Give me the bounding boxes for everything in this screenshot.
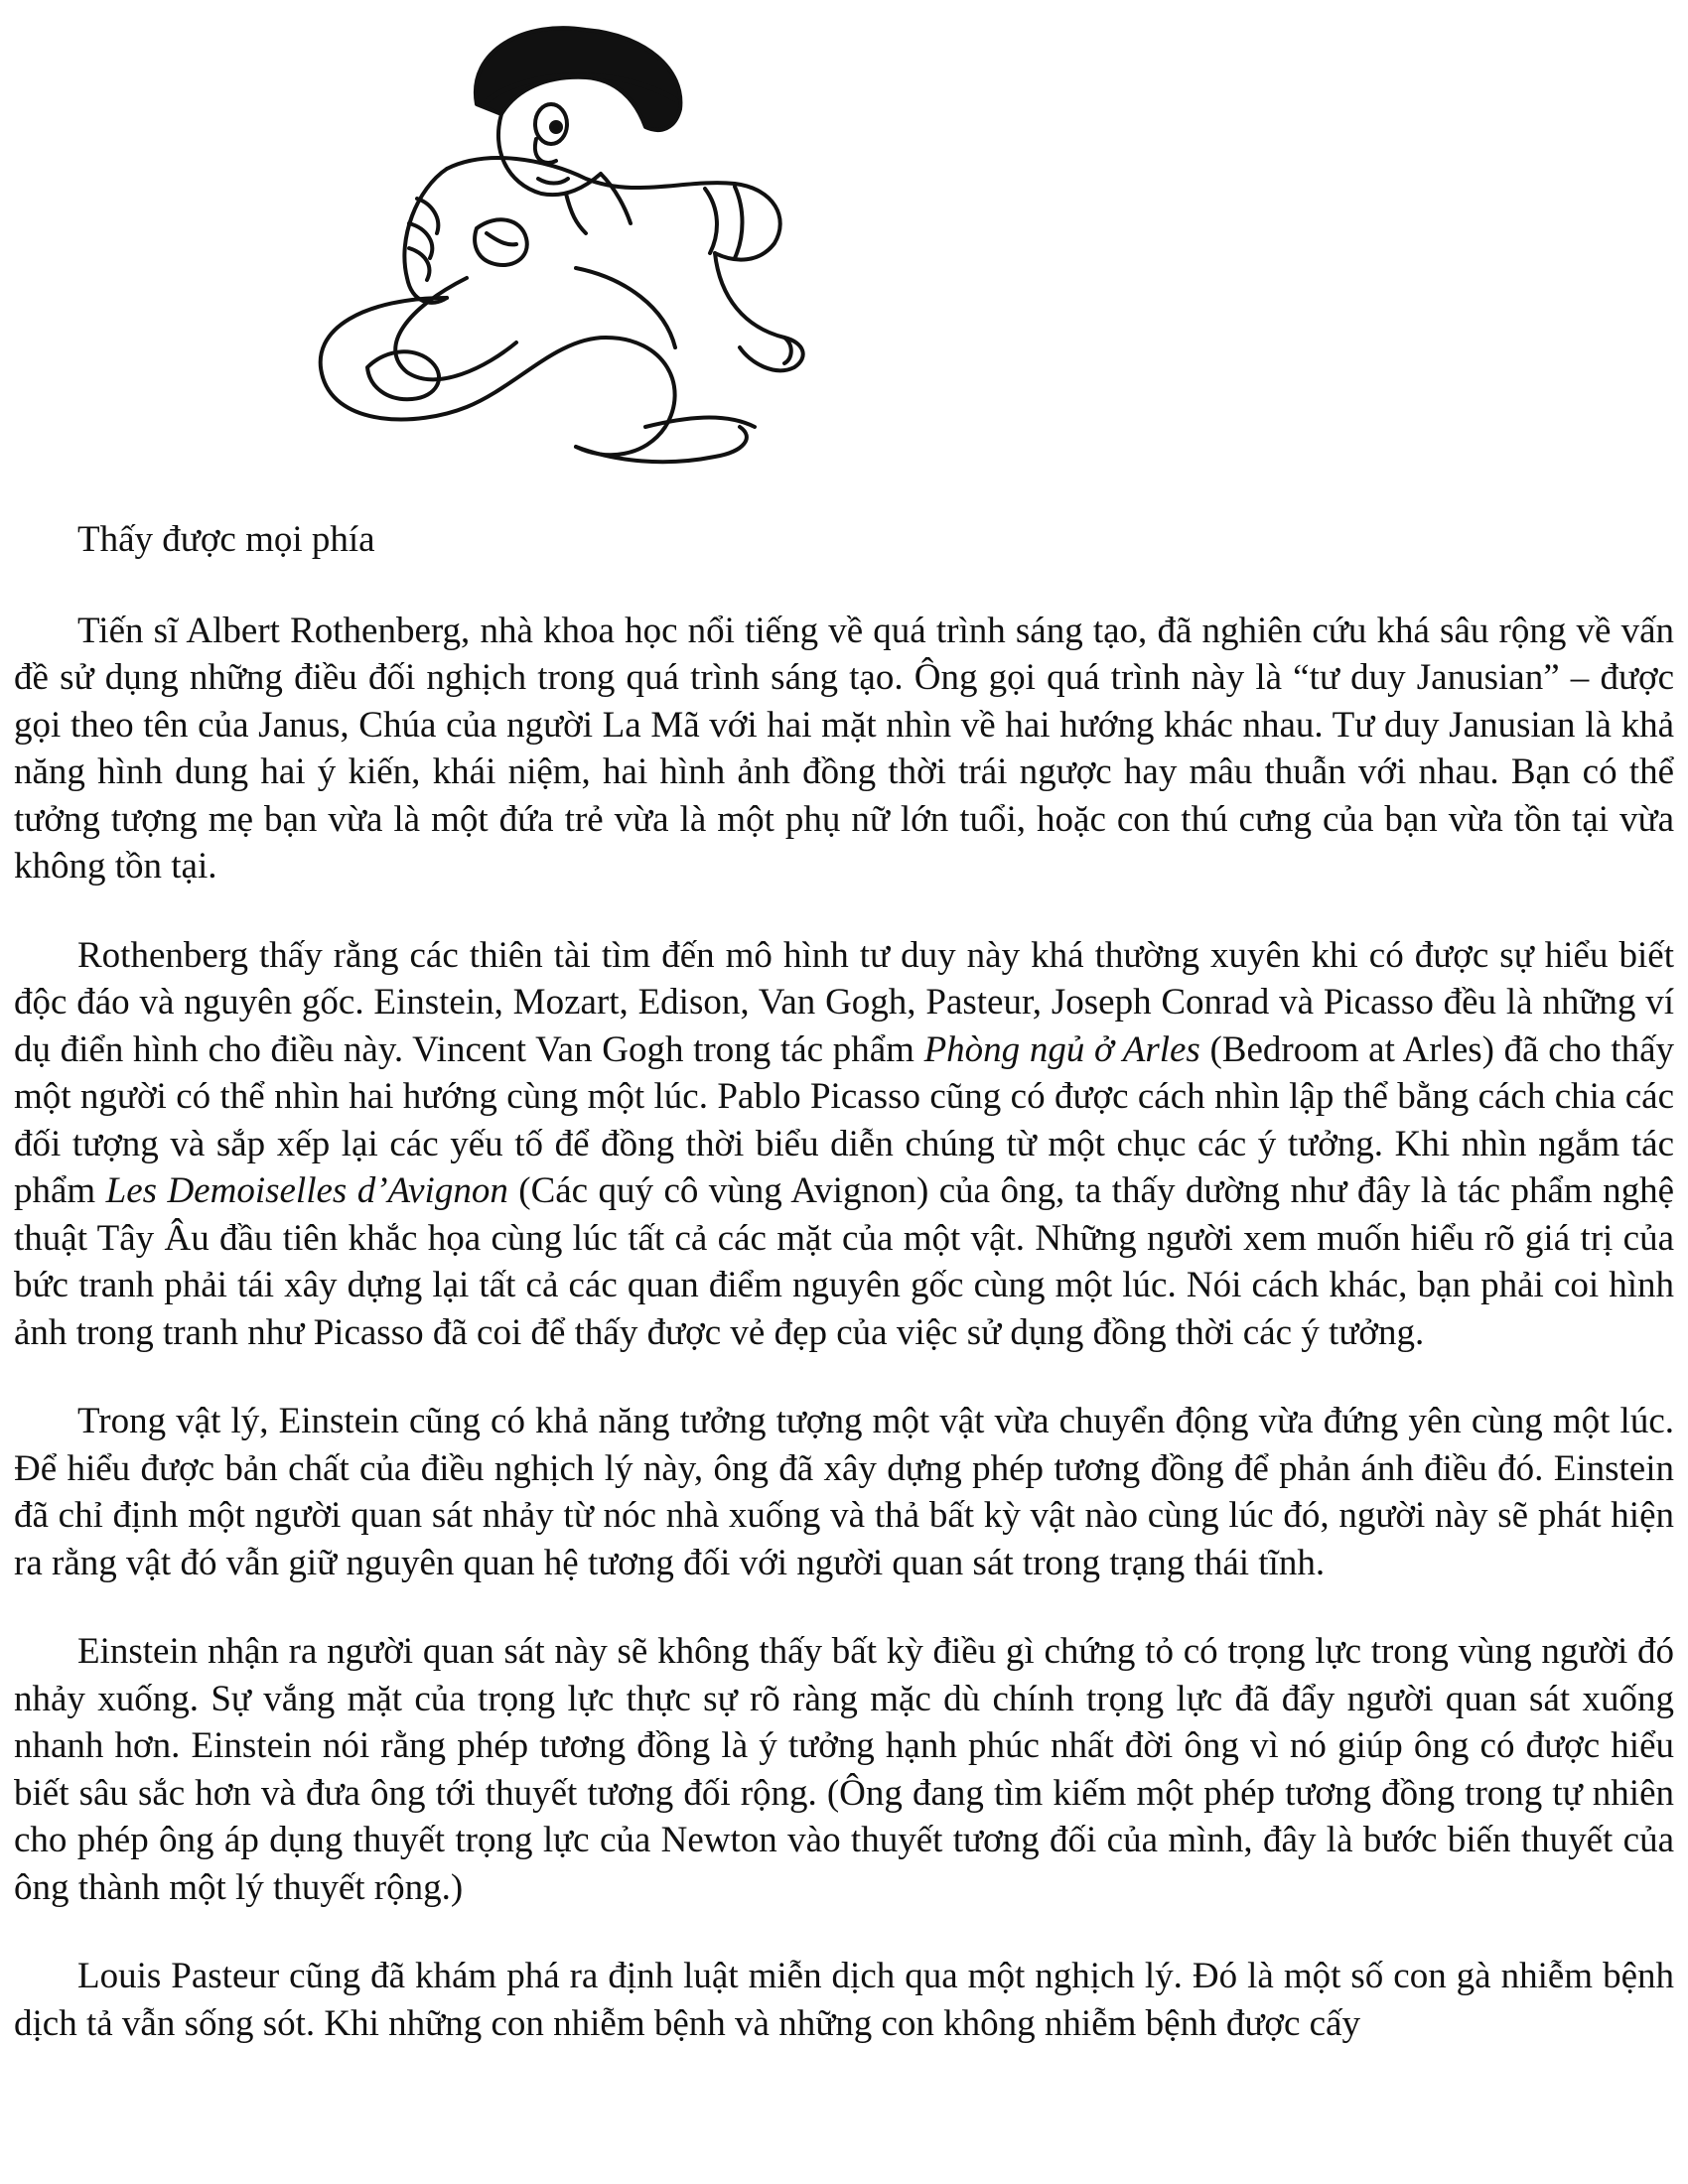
artwork-title-les-demoiselles: Les Demoiselles d’Avignon — [105, 1170, 508, 1211]
paragraph-5: Louis Pasteur cũng đã khám phá ra định luật miễn dịch qua một nghịch lý. Đó là một số con gà nhiễm bệnh dịch tả vẫn sống sót. Khi những con nhiễm bệnh và những con không nhiễm bệnh được cấy — [14, 1956, 1674, 2044]
paragraph-2-part-c: (Các quý cô vùng Avignon) của ông, ta thấy dường như đây là tác phẩm nghệ thuật Tây Âu đầu tiên khắc họa cùng lúc tất cả các mặt của một vật. Những người xem muốn hiểu rõ giá trị của bức tranh phải tái xây dựng lại tất cả các quan điểm nguyên gốc cùng một lúc. Nói cách khác, bạn phải coi hình ảnh trong tranh như Picasso đã coi để thấy được vẻ đẹp của việc sử dụng đồng thời các ý tưởng. — [14, 1170, 1675, 1353]
paragraph-3: Trong vật lý, Einstein cũng có khả năng tưởng tượng một vật vừa chuyển động vừa đứng yên cùng một lúc. Để hiểu được bản chất của điều nghịch lý này, ông đã xây dựng phép tương đồng để phản ánh điều đó. Einstein đã chỉ định một người quan sát nhảy từ nóc nhà xuống và thả bất kỳ vật nào cùng lúc đó, người này sẽ phát hiện ra rằng vật đó vẫn giữ nguyên quan hệ tương đối với người quan sát trong trạng thái tĩnh. — [14, 1401, 1674, 1583]
paragraph-1: Tiến sĩ Albert Rothenberg, nhà khoa học nổi tiếng về quá trình sáng tạo, đã nghiên cứu khá sâu rộng về vấn đề sử dụng những điều đối nghịch trong quá trình sáng tạo. Ông gọi quá trình này là “tư duy Janusian” – được gọi theo tên của Janus, Chúa của người La Mã với hai mặt nhìn về hai hướng khác nhau. Tư duy Janusian là khả năng hình dung hai ý kiến, khái niệm, hai hình ảnh đồng thời trái ngược hay mâu thuẫn với nhau. Bạn có thể tưởng tượng mẹ bạn vừa là một đứa trẻ vừa là một phụ nữ lớn tuổi, hoặc con thú cưng của bạn vừa tồn tại vừa không tồn tại. — [14, 610, 1674, 887]
paragraph-2 — [14, 932, 1674, 1357]
janus-cartoon-illustration — [149, 10, 844, 477]
paragraph-2-part-b: (Bedroom at Arles) đã cho thấy một người có thể nhìn hai hướng cùng một lúc. Pablo Picasso cũng có được cách nhìn lập thể bằng cách chia các đối tượng và sắp xếp lại các yếu tố để đồng thời biểu diễn chúng từ một chục các ý tưởng. Khi nhìn ngắm tác phẩm — [14, 1028, 1674, 1211]
section-title: Thấy được mọi phía — [77, 519, 375, 560]
paragraph-4: Einstein nhận ra người quan sát này sẽ không thấy bất kỳ điều gì chứng tỏ có trọng lực trong vùng người đó nhảy xuống. Sự vắng mặt của trọng lực thực sự rõ ràng mặc dù chính trọng lực đã đẩy người quan sát xuống nhanh hơn. Einstein nói rằng phép tương đồng là ý tưởng hạnh phúc nhất đời ông vì nó giúp ông có được hiểu biết sâu sắc hơn và đưa ông tới thuyết tương đối rộng. (Ông đang tìm kiếm một phép tương đồng trong tự nhiên cho phép ông áp dụng thuyết trọng lực của Newton vào thuyết tương đối của mình, đây là bước biến thuyết của ông thành một lý thuyết rộng.) — [14, 1631, 1674, 1908]
janus-figure-icon — [149, 10, 844, 477]
page-text — [14, 516, 1674, 2047]
paragraph-2-part-a: Rothenberg thấy rằng các thiên tài tìm đến mô hình tư duy này khá thường xuyên khi có được sự hiểu biết độc đáo và nguyên gốc. Einstein, Mozart, Edison, Van Gogh, Pasteur, Joseph Conrad và Picasso đều là những ví dụ điển hình cho điều này. Vincent Van Gogh trong tác phẩm — [14, 934, 1674, 1070]
artwork-title-bedroom-at-arles: Phòng ngủ ở Arles — [923, 1028, 1200, 1070]
